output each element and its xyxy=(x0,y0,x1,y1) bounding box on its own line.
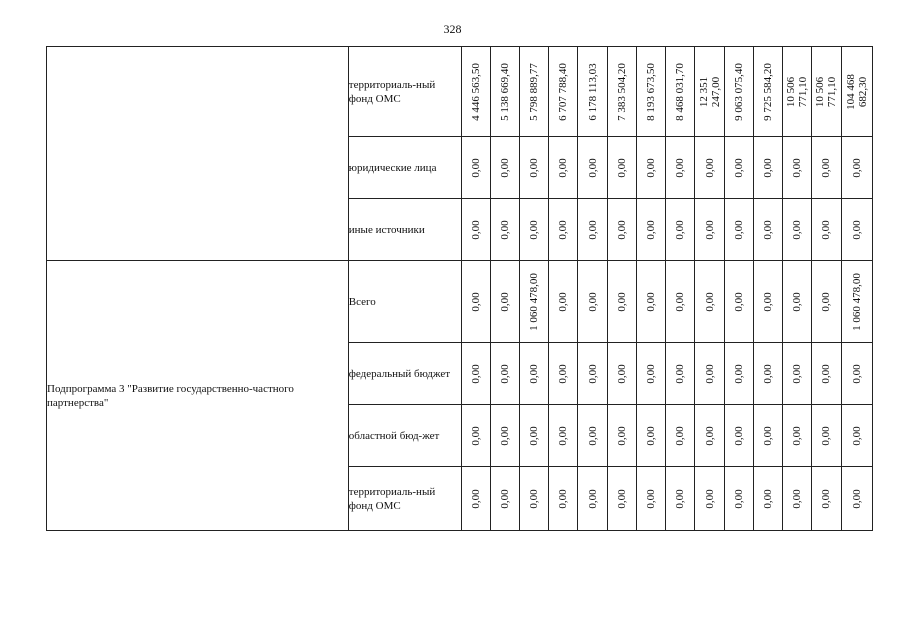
amount-text: 0,00 xyxy=(557,219,570,240)
amount-text: 0,00 xyxy=(469,488,482,509)
year-value-cell xyxy=(607,405,636,467)
year-value-cell xyxy=(753,199,782,261)
amount-text: 0,00 xyxy=(850,219,863,240)
amount-text: 0,00 xyxy=(762,363,774,384)
amount-text: 0,00 xyxy=(703,157,716,178)
amount-text: 0,00 xyxy=(674,488,687,509)
year-value-cell xyxy=(578,199,607,261)
year-value-cell xyxy=(636,199,665,261)
year-value-cell xyxy=(724,467,753,531)
amount-text: 0,00 xyxy=(791,488,804,509)
amount-text: 0,00 xyxy=(820,363,833,384)
year-value-cell xyxy=(695,343,724,405)
amount-text: 1 060 478,00 xyxy=(528,272,541,331)
amount-text: 6 178 113,03 xyxy=(586,62,599,121)
amount-text: 0,00 xyxy=(703,425,716,446)
year-value-cell xyxy=(549,137,578,199)
year-value-cell xyxy=(461,261,490,343)
amount-text: 0,00 xyxy=(732,425,745,446)
amount-text: 8 193 673,50 xyxy=(645,62,658,121)
year-value-cell xyxy=(578,47,607,137)
year-value-cell xyxy=(812,47,841,137)
year-value-cell xyxy=(520,137,549,199)
year-value-cell xyxy=(812,137,841,199)
amount-text: 0,00 xyxy=(820,219,833,240)
year-value-cell xyxy=(724,199,753,261)
amount-text: 0,00 xyxy=(732,363,745,384)
amount-text: 0,00 xyxy=(762,157,774,178)
program-name-cell: Подпрограмма 3 "Развитие государственно-частного партнерства" xyxy=(47,261,349,531)
total-value-cell xyxy=(841,261,872,343)
year-value-cell xyxy=(461,343,490,405)
total-value-cell xyxy=(841,199,872,261)
year-value-cell xyxy=(724,261,753,343)
amount-text: 6 707 788,40 xyxy=(557,62,570,121)
year-value-cell xyxy=(607,199,636,261)
amount-text: 0,00 xyxy=(850,425,863,446)
year-value-cell xyxy=(578,137,607,199)
amount-text: 8 468 031,70 xyxy=(674,62,687,121)
year-value-cell xyxy=(461,47,490,137)
amount-text: 0,00 xyxy=(732,157,745,178)
amount-text: 0,00 xyxy=(557,425,570,446)
year-value-cell xyxy=(636,47,665,137)
amount-text: 0,00 xyxy=(645,157,658,178)
amount-text: 0,00 xyxy=(645,425,658,446)
year-value-cell xyxy=(783,47,812,137)
amount-text: 0,00 xyxy=(615,219,628,240)
year-value-cell xyxy=(812,405,841,467)
amount-text: 0,00 xyxy=(791,157,804,178)
year-value-cell xyxy=(607,47,636,137)
year-value-cell xyxy=(812,261,841,343)
year-value-cell xyxy=(520,467,549,531)
year-value-cell xyxy=(461,405,490,467)
year-value-cell xyxy=(724,405,753,467)
amount-text: 0,00 xyxy=(762,488,774,509)
amount-text: 0,00 xyxy=(850,363,863,384)
amount-text: 0,00 xyxy=(528,219,541,240)
amount-text: 0,00 xyxy=(469,219,482,240)
program-name-cell xyxy=(47,47,349,261)
year-value-cell xyxy=(812,343,841,405)
year-value-cell xyxy=(636,343,665,405)
year-value-cell xyxy=(636,261,665,343)
amount-text: 0,00 xyxy=(557,157,570,178)
amount-text: 1 060 478,00 xyxy=(850,272,863,331)
amount-text: 10 506 771,10 xyxy=(785,76,810,107)
amount-text: 0,00 xyxy=(674,291,687,312)
year-value-cell xyxy=(666,405,695,467)
amount-text: 0,00 xyxy=(645,219,658,240)
year-value-cell xyxy=(578,343,607,405)
total-value-cell xyxy=(841,47,872,137)
amount-text: 7 383 504,20 xyxy=(615,62,628,121)
year-value-cell xyxy=(490,47,519,137)
amount-text: 0,00 xyxy=(586,363,599,384)
year-value-cell xyxy=(695,467,724,531)
amount-text: 0,00 xyxy=(850,157,863,178)
amount-text: 0,00 xyxy=(528,488,541,509)
amount-text: 0,00 xyxy=(615,425,628,446)
year-value-cell xyxy=(461,199,490,261)
amount-text: 0,00 xyxy=(498,157,511,178)
amount-text: 0,00 xyxy=(557,291,570,312)
year-value-cell xyxy=(783,261,812,343)
amount-text: 0,00 xyxy=(469,157,482,178)
year-value-cell xyxy=(490,467,519,531)
amount-text: 9 063 075,40 xyxy=(732,62,745,121)
funding-source-cell: иные источники xyxy=(348,199,461,261)
amount-text: 0,00 xyxy=(615,157,628,178)
amount-text: 0,00 xyxy=(528,363,541,384)
amount-text: 0,00 xyxy=(498,219,511,240)
amount-text: 0,00 xyxy=(850,488,863,509)
year-value-cell xyxy=(607,343,636,405)
amount-text: 0,00 xyxy=(557,488,570,509)
amount-text: 0,00 xyxy=(820,488,833,509)
year-value-cell xyxy=(753,261,782,343)
year-value-cell xyxy=(636,467,665,531)
total-value-cell xyxy=(841,137,872,199)
year-value-cell xyxy=(753,405,782,467)
amount-text: 0,00 xyxy=(469,291,482,312)
year-value-cell xyxy=(490,261,519,343)
amount-text: 0,00 xyxy=(645,488,658,509)
budget-table xyxy=(46,46,873,531)
table-row xyxy=(47,261,873,343)
year-value-cell xyxy=(724,137,753,199)
funding-source-cell: территориаль-ный фонд ОМС xyxy=(348,467,461,531)
amount-text: 0,00 xyxy=(469,425,482,446)
year-value-cell xyxy=(549,467,578,531)
year-value-cell xyxy=(753,47,782,137)
table-row xyxy=(47,47,873,137)
year-value-cell xyxy=(607,137,636,199)
amount-text: 0,00 xyxy=(791,219,804,240)
year-value-cell xyxy=(695,47,724,137)
amount-text: 0,00 xyxy=(498,425,511,446)
year-value-cell xyxy=(783,343,812,405)
year-value-cell xyxy=(520,343,549,405)
amount-text: 0,00 xyxy=(732,488,745,509)
amount-text: 0,00 xyxy=(586,425,599,446)
amount-text: 104 468 682,30 xyxy=(844,73,869,110)
funding-source-cell: территориаль-ный фонд ОМС xyxy=(348,47,461,137)
amount-text: 0,00 xyxy=(732,219,745,240)
amount-text: 0,00 xyxy=(762,425,774,446)
total-value-cell xyxy=(841,343,872,405)
year-value-cell xyxy=(461,467,490,531)
year-value-cell xyxy=(549,261,578,343)
amount-text: 0,00 xyxy=(469,363,482,384)
amount-text: 9 725 584,20 xyxy=(762,62,774,121)
amount-text: 0,00 xyxy=(586,219,599,240)
amount-text: 5 138 669,40 xyxy=(498,62,511,121)
year-value-cell xyxy=(753,467,782,531)
year-value-cell xyxy=(490,405,519,467)
amount-text: 0,00 xyxy=(645,363,658,384)
amount-text: 10 506 771,10 xyxy=(814,76,839,107)
amount-text: 0,00 xyxy=(703,488,716,509)
year-value-cell xyxy=(695,137,724,199)
year-value-cell xyxy=(490,199,519,261)
year-value-cell xyxy=(666,467,695,531)
amount-text: 0,00 xyxy=(703,219,716,240)
year-value-cell xyxy=(666,261,695,343)
year-value-cell xyxy=(549,405,578,467)
year-value-cell xyxy=(753,137,782,199)
amount-text: 0,00 xyxy=(674,219,687,240)
amount-text: 4 446 563,50 xyxy=(469,62,482,121)
funding-source-cell: юридические лица xyxy=(348,137,461,199)
year-value-cell xyxy=(549,343,578,405)
year-value-cell xyxy=(812,199,841,261)
amount-text: 0,00 xyxy=(586,291,599,312)
year-value-cell xyxy=(753,343,782,405)
amount-text: 0,00 xyxy=(762,291,774,312)
year-value-cell xyxy=(578,467,607,531)
year-value-cell xyxy=(607,467,636,531)
amount-text: 0,00 xyxy=(615,291,628,312)
year-value-cell xyxy=(695,405,724,467)
funding-source-cell: областной бюд-жет xyxy=(348,405,461,467)
year-value-cell xyxy=(695,199,724,261)
year-value-cell xyxy=(783,467,812,531)
amount-text: 0,00 xyxy=(498,291,511,312)
year-value-cell xyxy=(461,137,490,199)
amount-text: 0,00 xyxy=(557,363,570,384)
total-value-cell xyxy=(841,405,872,467)
amount-text: 0,00 xyxy=(674,157,687,178)
year-value-cell xyxy=(695,261,724,343)
year-value-cell xyxy=(812,467,841,531)
amount-text: 0,00 xyxy=(674,363,687,384)
year-value-cell xyxy=(783,405,812,467)
amount-text: 0,00 xyxy=(645,291,658,312)
year-value-cell xyxy=(607,261,636,343)
amount-text: 0,00 xyxy=(615,363,628,384)
year-value-cell xyxy=(520,261,549,343)
amount-text: 0,00 xyxy=(498,488,511,509)
year-value-cell xyxy=(549,47,578,137)
amount-text: 0,00 xyxy=(732,291,745,312)
year-value-cell xyxy=(666,137,695,199)
year-value-cell xyxy=(724,47,753,137)
amount-text: 0,00 xyxy=(615,488,628,509)
page-number: 328 xyxy=(443,22,462,36)
amount-text: 0,00 xyxy=(674,425,687,446)
year-value-cell xyxy=(520,47,549,137)
amount-text: 0,00 xyxy=(791,363,804,384)
amount-text: 5 798 889,77 xyxy=(528,62,541,121)
funding-source-cell: федеральный бюджет xyxy=(348,343,461,405)
amount-text: 0,00 xyxy=(791,291,804,312)
amount-text: 0,00 xyxy=(703,363,716,384)
amount-text: 12 351 247,00 xyxy=(697,76,722,107)
amount-text: 0,00 xyxy=(820,291,833,312)
year-value-cell xyxy=(724,343,753,405)
amount-text: 0,00 xyxy=(820,425,833,446)
year-value-cell xyxy=(578,261,607,343)
amount-text: 0,00 xyxy=(528,425,541,446)
year-value-cell xyxy=(520,405,549,467)
total-value-cell xyxy=(841,467,872,531)
year-value-cell xyxy=(636,137,665,199)
funding-source-cell: Всего xyxy=(348,261,461,343)
year-value-cell xyxy=(490,137,519,199)
amount-text: 0,00 xyxy=(703,291,716,312)
year-value-cell xyxy=(666,47,695,137)
year-value-cell xyxy=(549,199,578,261)
year-value-cell xyxy=(636,405,665,467)
year-value-cell xyxy=(490,343,519,405)
year-value-cell xyxy=(520,199,549,261)
year-value-cell xyxy=(783,199,812,261)
year-value-cell xyxy=(666,199,695,261)
amount-text: 0,00 xyxy=(498,363,511,384)
amount-text: 0,00 xyxy=(586,157,599,178)
amount-text: 0,00 xyxy=(586,488,599,509)
amount-text: 0,00 xyxy=(762,219,774,240)
amount-text: 0,00 xyxy=(820,157,833,178)
year-value-cell xyxy=(578,405,607,467)
amount-text: 0,00 xyxy=(528,157,541,178)
year-value-cell xyxy=(666,343,695,405)
year-value-cell xyxy=(783,137,812,199)
amount-text: 0,00 xyxy=(791,425,804,446)
